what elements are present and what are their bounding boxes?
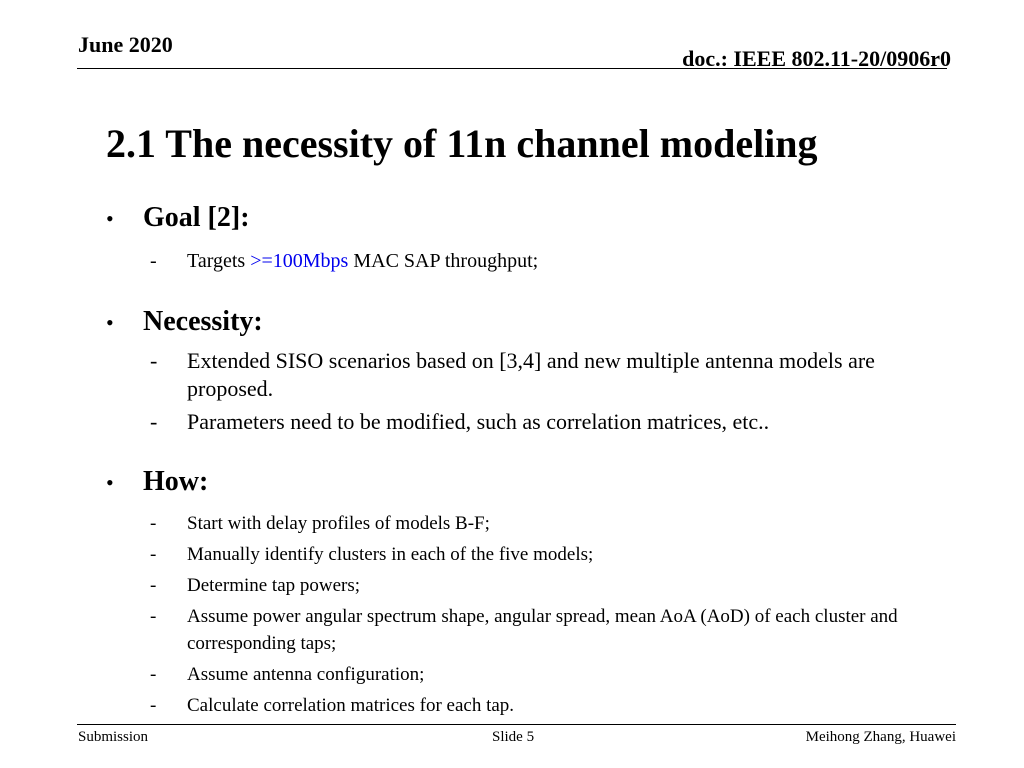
how-heading: How: <box>143 466 209 497</box>
dash-icon: - <box>150 250 157 272</box>
how-item-text: Calculate correlation matrices for each tap. <box>187 695 515 716</box>
necessity-heading: Necessity: <box>143 306 263 337</box>
header-rule <box>77 68 947 69</box>
list-item <box>106 247 538 275</box>
section-how <box>106 466 956 719</box>
bullet-icon: • <box>106 206 114 231</box>
slide-title: 2.1 The necessity of 11n channel modeling <box>106 121 818 166</box>
section-necessity <box>106 306 956 436</box>
dash-icon: - <box>150 544 157 565</box>
dash-icon: - <box>150 575 157 596</box>
dash-icon: - <box>150 664 157 685</box>
dash-icon: - <box>150 606 157 627</box>
necessity-item-text: Extended SISO scenarios based on [3,4] and new multiple antenna models are proposed. <box>187 348 875 401</box>
footer-rule <box>77 724 956 725</box>
goal-item-post: MAC SAP throughput; <box>348 250 539 272</box>
footer-submission: Submission <box>78 729 149 745</box>
how-item-text: Manually identify clusters in each of the five models; <box>187 544 594 565</box>
list-item <box>106 661 956 688</box>
dash-icon: - <box>150 409 158 434</box>
list-item <box>106 408 956 436</box>
dash-icon: - <box>150 348 158 373</box>
bullet-icon: • <box>106 310 114 335</box>
how-item-text: Determine tap powers; <box>187 575 361 596</box>
necessity-heading-row <box>106 306 956 346</box>
dash-icon: - <box>150 513 157 534</box>
list-item <box>106 603 956 657</box>
goal-item-highlight: >=100Mbps <box>250 250 349 272</box>
list-item <box>106 572 956 599</box>
how-item-text: Start with delay profiles of models B-F; <box>187 513 490 534</box>
bullet-icon: • <box>106 470 114 495</box>
footer-slide-number: Slide 5 <box>492 729 535 745</box>
goal-item-pre: Targets <box>187 250 251 272</box>
list-item <box>106 692 956 719</box>
how-heading-row <box>106 466 956 506</box>
list-item <box>106 510 956 537</box>
goal-heading-row <box>106 202 538 242</box>
header-doc-id: doc.: IEEE 802.11-20/0906r0 <box>682 46 951 71</box>
section-goal <box>106 202 538 275</box>
header-date: June 2020 <box>78 32 173 57</box>
how-item-text: Assume antenna configuration; <box>187 664 425 685</box>
list-item <box>106 347 956 403</box>
necessity-list <box>106 347 956 436</box>
goal-item-text <box>187 247 538 275</box>
list-item <box>106 541 956 568</box>
dash-icon: - <box>150 695 157 716</box>
footer-author: Meihong Zhang, Huawei <box>805 729 956 745</box>
goal-heading: Goal [2]: <box>143 202 250 233</box>
goal-list <box>106 247 538 275</box>
necessity-item-text: Parameters need to be modified, such as correlation matrices, etc.. <box>187 409 770 434</box>
how-list <box>106 510 956 719</box>
how-item-text: Assume power angular spectrum shape, angular spread, mean AoA (AoD) of each cluster and corresponding taps; <box>187 606 898 654</box>
